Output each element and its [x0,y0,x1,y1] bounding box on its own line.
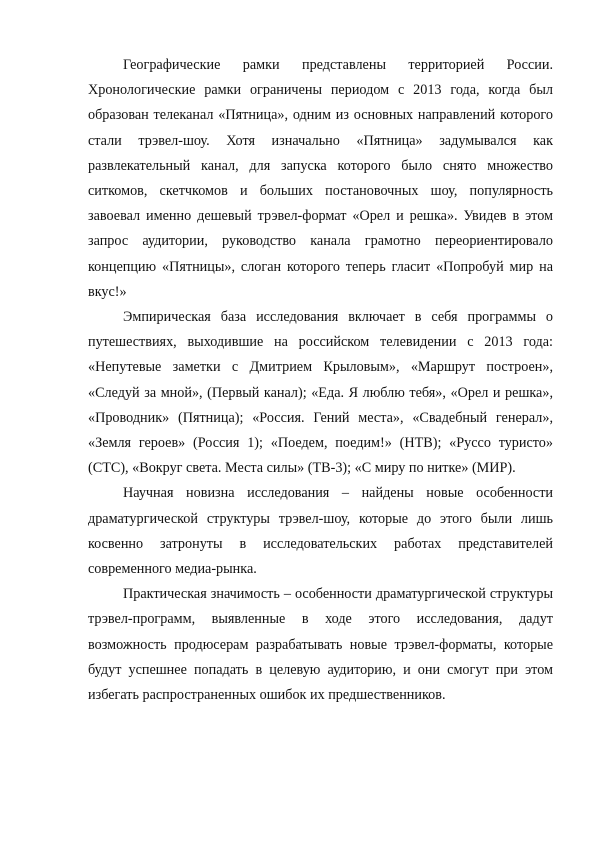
paragraph-scientific-novelty: Научная новизна исследования – найдены новые особенности драматургической структуры трэвел-шоу, которые до этого были лишь косвенно затронуты в исследовательских работах представителей современного медиа-рынка. [88,485,553,578]
paragraph-empirical-base: Эмпирическая база исследования включает в себя программы о путешествиях, выходившие на российском телевидении с 2013 года: «Непутевые заметки с Дмитрием Крыловым», «Маршрут построен», «Следуй за мной», (Первый канал); «Еда. Я люблю тебя», «Орел и решка», «Проводник» (Пятница); «Россия. Гений места», «Свадебный генерал», «Земля героев» (Россия 1); «Поедем, поедим!» (НТВ); «Руссо туристо» (СТС), «Вокруг света. Места силы» (ТВ-3); «С миру по нитке» (МИР). [88,309,553,477]
paragraph-practical-significance: Практическая значимость – особенности драматургической структуры трэвел-программ, выявленные в ходе этого исследования, дадут возможность продюсерам разрабатывать новые трэвел-форматы, которые будут успешнее попадать в целевую аудиторию, и они смогут при этом избегать распространенных ошибок их предшественников. [88,586,553,704]
paragraph-geographic-scope: Географические рамки представлены территорией России. Хронологические рамки ограничены периодом с 2013 года, когда был образован телеканал «Пятница», одним из основных направлений которого стали трэвел-шоу. Хотя изначально «Пятница» задумывался как развлекательный канал, для запуска которого было снято множество ситкомов, скетчкомов и больших постановочных шоу, популярность завоевал именно дешевый трэвел-формат «Орел и решка». Увидев в этом запрос аудитории, руководство канала грамотно переориентировало концепцию «Пятницы», слоган которого теперь гласит «Попробуй мир на вкус!» [88,57,553,300]
body-text [88,53,553,708]
